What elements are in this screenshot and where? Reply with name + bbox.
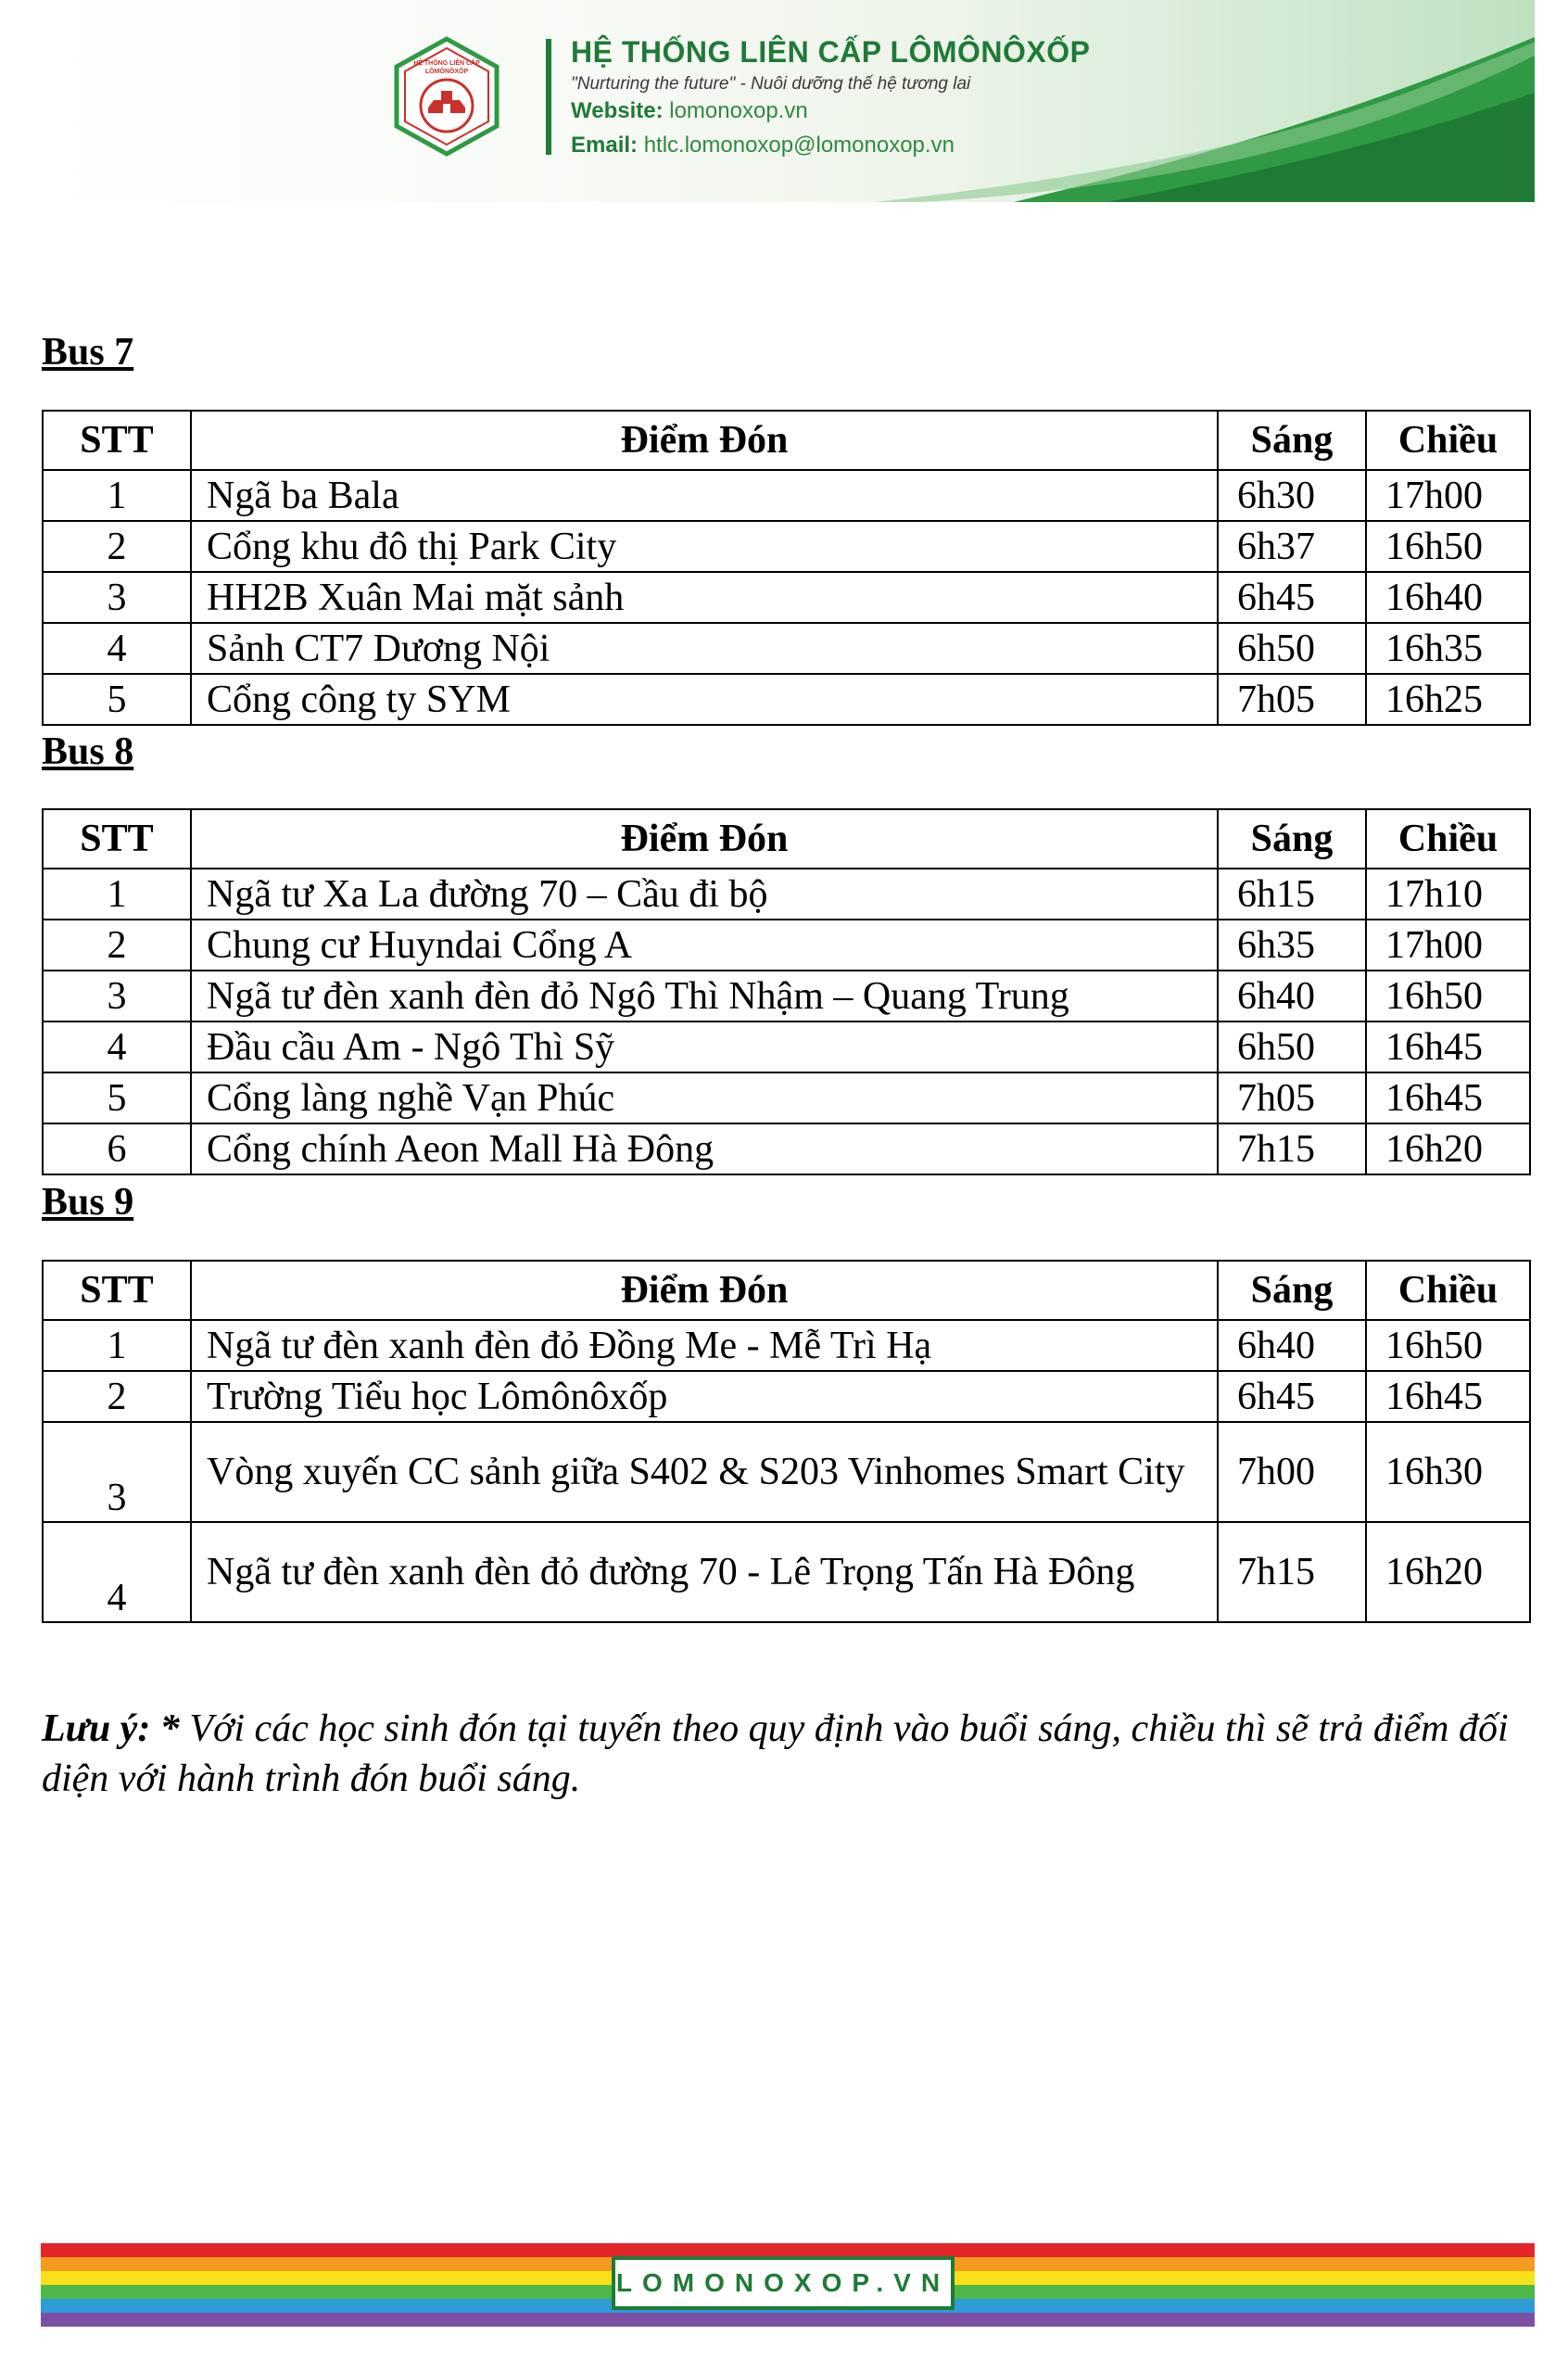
table-row xyxy=(43,521,1530,572)
column-header-morning: Sáng xyxy=(1218,809,1366,869)
header-banner xyxy=(41,0,1535,202)
table-row xyxy=(43,1371,1530,1422)
morning-time-cell: 6h50 xyxy=(1218,1022,1366,1072)
table-row xyxy=(43,1123,1530,1174)
stt-cell: 2 xyxy=(43,920,191,971)
morning-time-cell: 6h40 xyxy=(1218,1320,1366,1371)
morning-time-cell: 6h50 xyxy=(1218,623,1366,674)
email-line xyxy=(571,133,955,159)
table-row xyxy=(43,572,1530,623)
afternoon-time-cell: 16h45 xyxy=(1366,1022,1530,1072)
bus-7-table xyxy=(42,410,1531,726)
afternoon-time-cell: 16h45 xyxy=(1366,1371,1530,1422)
header-divider xyxy=(546,39,551,155)
stt-cell: 1 xyxy=(43,1320,191,1371)
table-row xyxy=(43,1072,1530,1123)
column-header-morning: Sáng xyxy=(1218,1261,1366,1320)
stt-cell: 5 xyxy=(43,1072,191,1123)
stt-cell: 4 xyxy=(43,1022,191,1072)
bus-9-title: Bus 9 xyxy=(42,1181,134,1224)
morning-time-cell: 7h05 xyxy=(1218,674,1366,725)
afternoon-time-cell: 16h50 xyxy=(1366,971,1530,1022)
table-row xyxy=(43,971,1530,1022)
column-header-afternoon: Chiều xyxy=(1366,1261,1530,1320)
email-link[interactable]: htlc.lomonoxop@lomonoxop.vn xyxy=(643,133,955,158)
location-cell: Sảnh CT7 Dương Nội xyxy=(191,623,1218,674)
location-cell: Đầu cầu Am - Ngô Thì Sỹ xyxy=(191,1022,1218,1072)
afternoon-time-cell: 17h10 xyxy=(1366,869,1530,920)
rainbow-stripe xyxy=(41,2313,1535,2327)
afternoon-time-cell: 17h00 xyxy=(1366,470,1530,521)
morning-time-cell: 6h30 xyxy=(1218,470,1366,521)
table-row xyxy=(43,623,1530,674)
stt-cell: 3 xyxy=(43,1422,191,1522)
location-cell: Ngã tư Xa La đường 70 – Cầu đi bộ xyxy=(191,869,1218,920)
column-header-afternoon: Chiều xyxy=(1366,411,1530,470)
location-cell: Cổng khu đô thị Park City xyxy=(191,521,1218,572)
stt-cell: 4 xyxy=(43,1522,191,1622)
stt-cell: 2 xyxy=(43,521,191,572)
table-row xyxy=(43,1422,1530,1522)
stt-cell: 1 xyxy=(43,869,191,920)
table-row xyxy=(43,1522,1530,1622)
morning-time-cell: 7h00 xyxy=(1218,1422,1366,1522)
table-row xyxy=(43,1320,1530,1371)
column-header-stt: STT xyxy=(43,1261,191,1320)
email-label: Email: xyxy=(571,133,639,158)
afternoon-time-cell: 16h20 xyxy=(1366,1123,1530,1174)
bus-9-table xyxy=(42,1260,1531,1623)
svg-text:LÔMÔNÔXỐP: LÔMÔNÔXỐP xyxy=(424,69,469,75)
bus-7-title: Bus 7 xyxy=(42,331,134,374)
stt-cell: 3 xyxy=(43,971,191,1022)
morning-time-cell: 6h45 xyxy=(1218,1371,1366,1422)
column-header-location: Điểm Đón xyxy=(191,1261,1218,1320)
morning-time-cell: 6h37 xyxy=(1218,521,1366,572)
location-cell: Ngã tư đèn xanh đèn đỏ đường 70 - Lê Trọng Tấn Hà Đông xyxy=(191,1522,1218,1622)
website-label: Website: xyxy=(571,98,664,123)
stt-cell: 6 xyxy=(43,1123,191,1174)
morning-time-cell: 7h05 xyxy=(1218,1072,1366,1123)
table-header-row xyxy=(43,1261,1530,1320)
table-header-row xyxy=(43,411,1530,470)
bus-8-table xyxy=(42,808,1531,1175)
footer-website-badge[interactable]: LOMONOXOP.VN xyxy=(612,2256,955,2310)
table-row xyxy=(43,674,1530,725)
note-text: Với các học sinh đón tại tuyến theo quy định vào buổi sáng, chiều thì sẽ trả điểm đối diện với hành trình đón buổi sáng. xyxy=(42,1707,1509,1800)
stt-cell: 1 xyxy=(43,470,191,521)
location-cell: Chung cư Huyndai Cổng A xyxy=(191,920,1218,971)
stt-cell: 5 xyxy=(43,674,191,725)
note-paragraph xyxy=(42,1704,1529,1804)
organization-name: HỆ THỐNG LIÊN CẤP LÔMÔNÔXỐP xyxy=(571,35,1091,69)
location-cell: Cổng làng nghề Vạn Phúc xyxy=(191,1072,1218,1123)
location-cell: Ngã tư đèn xanh đèn đỏ Đồng Me - Mễ Trì Hạ xyxy=(191,1320,1218,1371)
column-header-location: Điểm Đón xyxy=(191,411,1218,470)
morning-time-cell: 6h40 xyxy=(1218,971,1366,1022)
website-line xyxy=(571,98,808,124)
morning-time-cell: 6h35 xyxy=(1218,920,1366,971)
column-header-morning: Sáng xyxy=(1218,411,1366,470)
stt-cell: 4 xyxy=(43,623,191,674)
location-cell: Vòng xuyến CC sảnh giữa S402 & S203 Vinhomes Smart City xyxy=(191,1422,1218,1522)
table-row xyxy=(43,470,1530,521)
morning-time-cell: 6h15 xyxy=(1218,869,1366,920)
afternoon-time-cell: 16h50 xyxy=(1366,521,1530,572)
website-link[interactable]: lomonoxop.vn xyxy=(669,98,808,123)
location-cell: Cổng công ty SYM xyxy=(191,674,1218,725)
location-cell: Ngã ba Bala xyxy=(191,470,1218,521)
location-cell: HH2B Xuân Mai mặt sảnh xyxy=(191,572,1218,623)
morning-time-cell: 7h15 xyxy=(1218,1522,1366,1622)
stt-cell: 3 xyxy=(43,572,191,623)
bus-8-title: Bus 8 xyxy=(42,730,134,773)
morning-time-cell: 6h45 xyxy=(1218,572,1366,623)
morning-time-cell: 7h15 xyxy=(1218,1123,1366,1174)
table-header-row xyxy=(43,809,1530,869)
note-label: Lưu ý: * xyxy=(42,1707,180,1750)
table-row xyxy=(43,920,1530,971)
table-row xyxy=(43,869,1530,920)
table-row xyxy=(43,1022,1530,1072)
afternoon-time-cell: 16h40 xyxy=(1366,572,1530,623)
column-header-stt: STT xyxy=(43,411,191,470)
location-cell: Cổng chính Aeon Mall Hà Đông xyxy=(191,1123,1218,1174)
column-header-stt: STT xyxy=(43,809,191,869)
afternoon-time-cell: 16h25 xyxy=(1366,674,1530,725)
location-cell: Ngã tư đèn xanh đèn đỏ Ngô Thì Nhậm – Quang Trung xyxy=(191,971,1218,1022)
school-logo-icon xyxy=(386,35,508,158)
column-header-afternoon: Chiều xyxy=(1366,809,1530,869)
afternoon-time-cell: 16h30 xyxy=(1366,1422,1530,1522)
svg-text:HỆ THỐNG LIÊN CẤP: HỆ THỐNG LIÊN CẤP xyxy=(413,60,480,67)
location-cell: Trường Tiểu học Lômônôxốp xyxy=(191,1371,1218,1422)
stt-cell: 2 xyxy=(43,1371,191,1422)
rainbow-stripe xyxy=(41,2243,1535,2257)
afternoon-time-cell: 17h00 xyxy=(1366,920,1530,971)
afternoon-time-cell: 16h50 xyxy=(1366,1320,1530,1371)
column-header-location: Điểm Đón xyxy=(191,809,1218,869)
school-motto: "Nurturing the future" - Nuôi dưỡng thế hệ tương lai xyxy=(571,74,971,94)
afternoon-time-cell: 16h20 xyxy=(1366,1522,1530,1622)
afternoon-time-cell: 16h35 xyxy=(1366,623,1530,674)
afternoon-time-cell: 16h45 xyxy=(1366,1072,1530,1123)
